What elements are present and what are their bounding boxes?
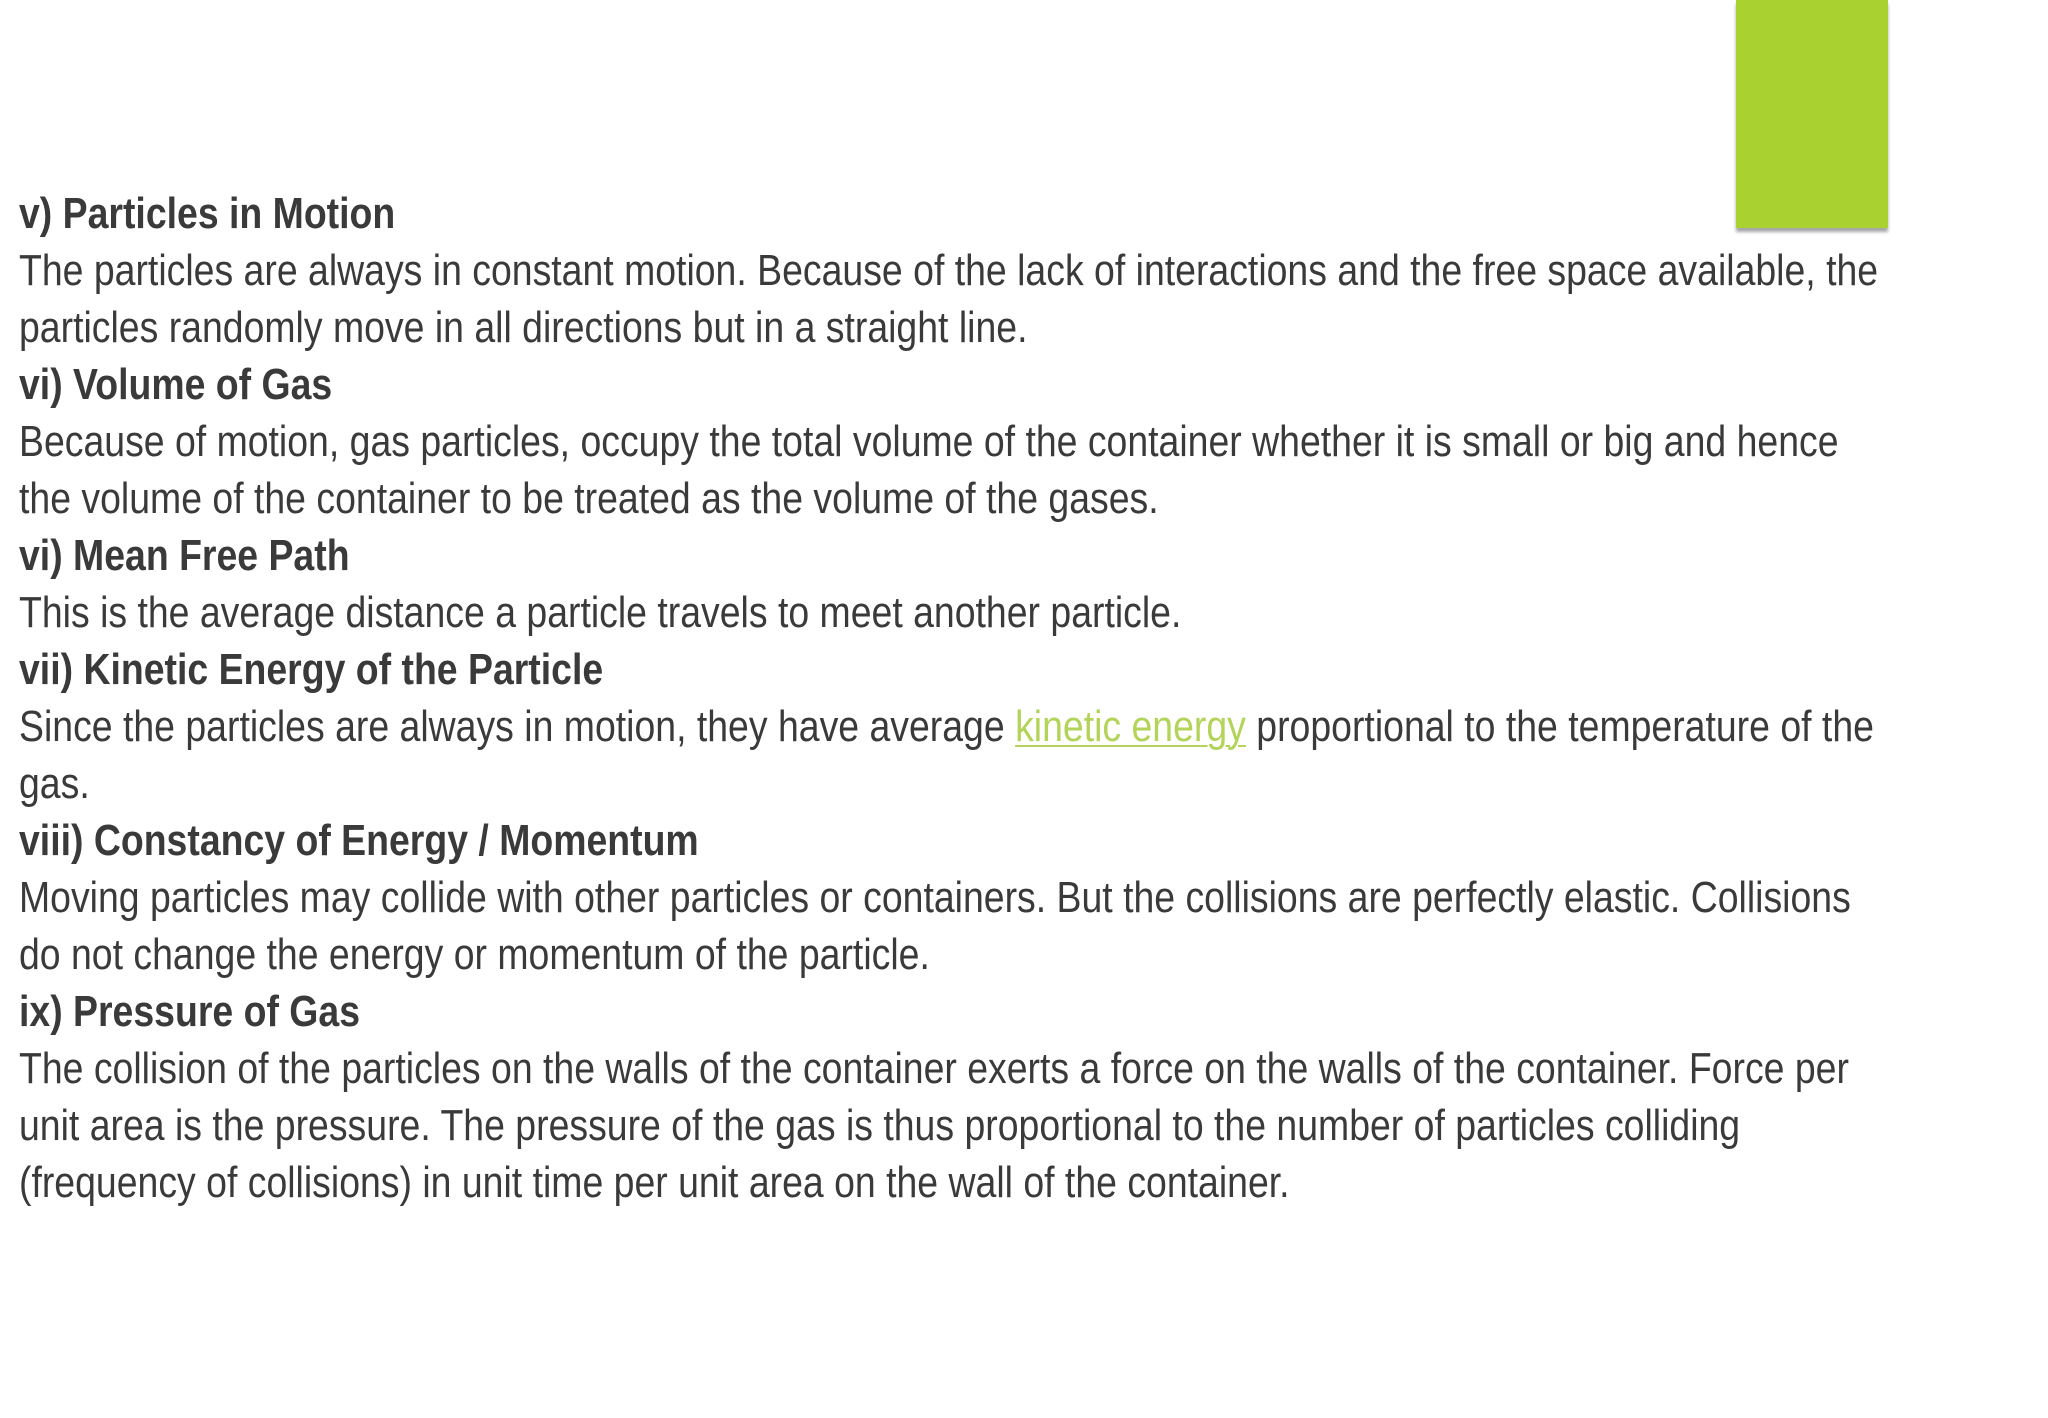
body-line-with-link: [19, 699, 1997, 756]
body-line: do not change the energy or momentum of the particle.: [19, 931, 930, 979]
body-line: the volume of the container to be treated as the volume of the gases.: [19, 475, 1159, 523]
heading-constancy-of-energy: viii) Constancy of Energy / Momentum: [19, 817, 699, 865]
heading-volume-of-gas: vi) Volume of Gas: [19, 361, 333, 409]
body-line: Because of motion, gas particles, occupy the total volume of the container whether it is small or big and hence: [19, 418, 1839, 466]
heading-kinetic-energy: vii) Kinetic Energy of the Particle: [19, 646, 604, 694]
body-line: The particles are always in constant motion. Because of the lack of interactions and the free space available, the: [19, 247, 1879, 295]
body-line: gas.: [19, 760, 90, 808]
heading-mean-free-path: vi) Mean Free Path: [19, 532, 350, 580]
body-line: Moving particles may collide with other particles or containers. But the collisions are perfectly elastic. Collisions: [19, 874, 1851, 922]
body-line: unit area is the pressure. The pressure of the gas is thus proportional to the number of particles colliding: [19, 1102, 1741, 1150]
slide-content: [19, 186, 1997, 1212]
kinetic-energy-link[interactable]: kinetic energy: [1015, 703, 1246, 751]
body-line: The collision of the particles on the walls of the container exerts a force on the walls of the container. Force per: [19, 1045, 1849, 1093]
body-line: particles randomly move in all directions but in a straight line.: [19, 304, 1028, 352]
body-line: (frequency of collisions) in unit time per unit area on the wall of the container.: [19, 1159, 1290, 1207]
heading-pressure-of-gas: ix) Pressure of Gas: [19, 988, 361, 1036]
body-text-segment: Since the particles are always in motion, they have average: [19, 703, 1016, 751]
body-text-segment: proportional to the temperature of the: [1245, 703, 1874, 751]
body-line: This is the average distance a particle travels to meet another particle.: [19, 589, 1182, 637]
heading-particles-in-motion: v) Particles in Motion: [19, 190, 396, 238]
